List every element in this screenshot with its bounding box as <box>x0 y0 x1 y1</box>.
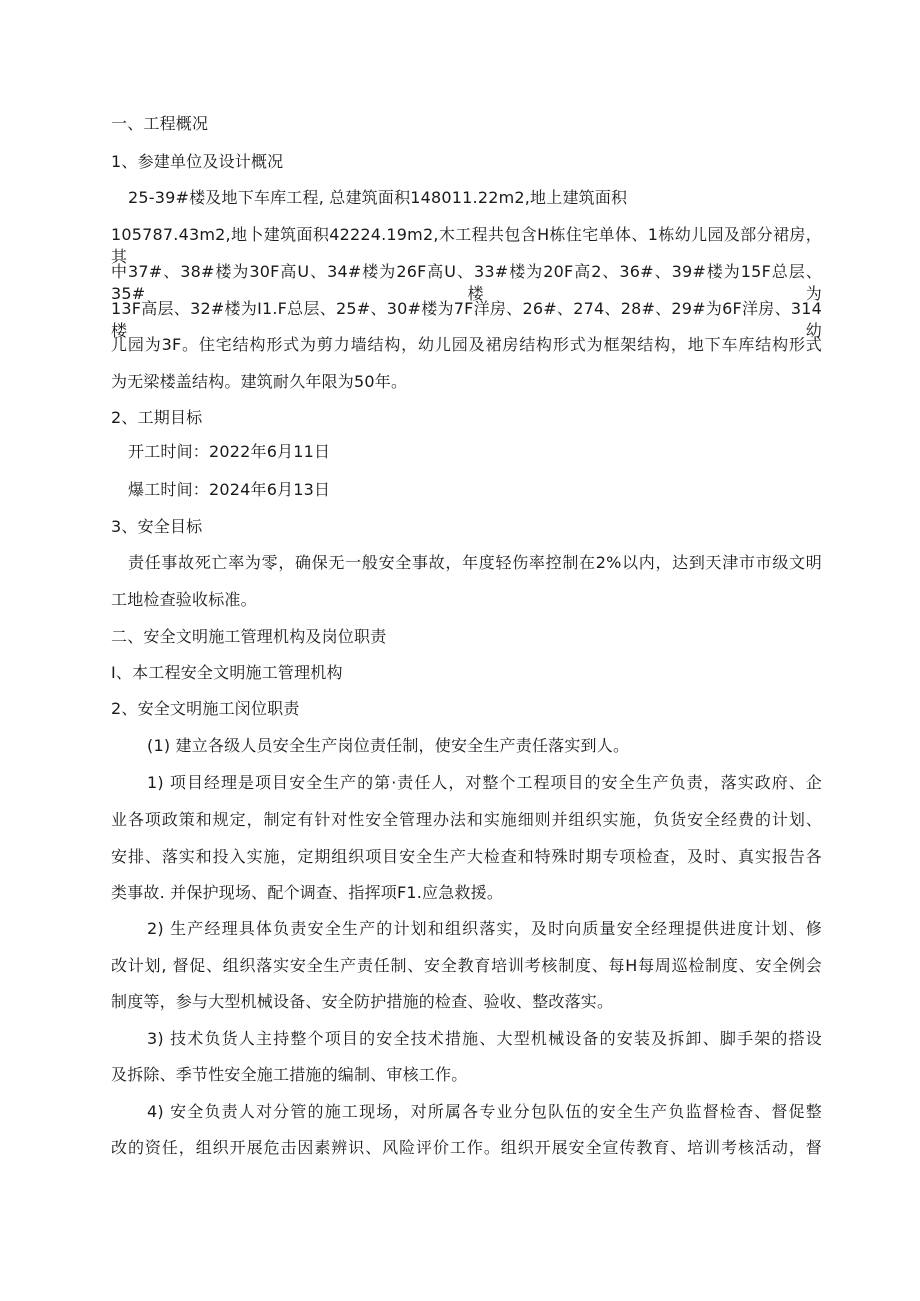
subsection-2-2-title: 2、安全文明施工闵位职责 <box>111 699 300 718</box>
overview-line: 儿园为3F。住宅结构形式为剪力墙结构，幼儿园及裙房结构形式为框架结构，地下车库结构形式 <box>111 335 822 354</box>
section-1-title: 一、工程概况 <box>111 114 209 133</box>
paragraph-2-line: 2) 生产经理具体负责安全生产的计划和组织落实，及时向质量安全经理提供进度计划、修 <box>147 919 822 938</box>
end-time: 爆工时间：2024年6月13日 <box>128 480 331 499</box>
overview-line: 为无梁楼盖结构。建筑耐久年限为50年。 <box>111 372 408 391</box>
paragraph-1-line: 安排、落实和投入实施，定期组织项目安全生产大检查和特殊时期专项检查，及时、真实报告各 <box>111 847 822 866</box>
overview-line: 25-39#楼及地下车库工程, 总建筑面积148011.22m2,地上建筑面积 <box>128 188 628 207</box>
start-time: 开工时间：2022年6月11日 <box>128 442 331 461</box>
overview-line: 13F高层、32#楼为I1.F总层、25#、30#楼为7F洋房、26#、274、28#、29#为6F洋房、314楼幼 <box>111 299 822 340</box>
safety-line: 责任事故死亡率为零，确保无一般安全事故，年度轻伤率控制在2%以内，达到天津市市级文明 <box>128 553 822 572</box>
paragraph-3-line: 及拆除、季节性安全施工措施的编制、审核工作。 <box>111 1065 468 1084</box>
section-2-title: 二、安全文明施工管理机构及岗位职责 <box>111 627 387 646</box>
paragraph-4-line: 4) 安全负责人对分管的施工现场，对所属各专业分包队伍的安全生产负监督检杳、督促整 <box>147 1102 822 1121</box>
paragraph-3-line: 3) 技术负货人主持整个项目的安全技术措施、大型机械设备的安装及拆卸、脚手架的搭设 <box>147 1029 822 1048</box>
overview-line: 中37#、38#楼为30F高U、34#楼为26F高U、33#楼为20F高2、36#、39#楼为15F总层、35#楼为 <box>111 262 822 303</box>
subsection-1-3-title: 3、安全目标 <box>111 517 203 536</box>
paragraph-1-line: 业各项政策和规定，制定有针对性安全管理办法和实施细则并组织实施，负货安全经费的计划、 <box>111 810 822 829</box>
paragraph-1-line: 1) 项目经理是项目安全生产的第·责任人，对整个工程项目的安全生产负责，落实政府、企 <box>147 773 822 792</box>
safety-line: 工地检查验收标准。 <box>111 590 257 609</box>
subsection-1-2-title: 2、工期目标 <box>111 408 203 427</box>
paragraph-1-line: 类事故. 并保护现场、配个调查、指挥项F1.应急救援。 <box>111 883 504 902</box>
paragraph-2-line: 改计划, 督促、组织落实安全生产责任制、安全教育培训考核制度、每H每周巡检制度、安全例会 <box>111 956 822 975</box>
overview-line: 105787.43m2,地卜建筑面积42224.19m2,木工程共包含H栋住宅单体、1栋幼儿园及部分裙房，其 <box>111 225 822 266</box>
paragraph-2-line: 制度等，参与大型机械设备、安全防护措施的检查、验收、整改落实。 <box>111 992 614 1011</box>
paragraph-4-line: 改的资任，组织开展危击因素辨识、风险评价工作。组织开展安全宣传教育、培训考核活动，督 <box>111 1138 822 1157</box>
subsection-1-1-title: 1、参建单位及设计概况 <box>111 152 284 171</box>
item-1: (1) 建立各级人员安全生产岗位责任制，使安全生产责任落实到人。 <box>147 736 630 755</box>
subsection-2-1-title: I、本工程安全文明施工管理机构 <box>111 663 343 682</box>
